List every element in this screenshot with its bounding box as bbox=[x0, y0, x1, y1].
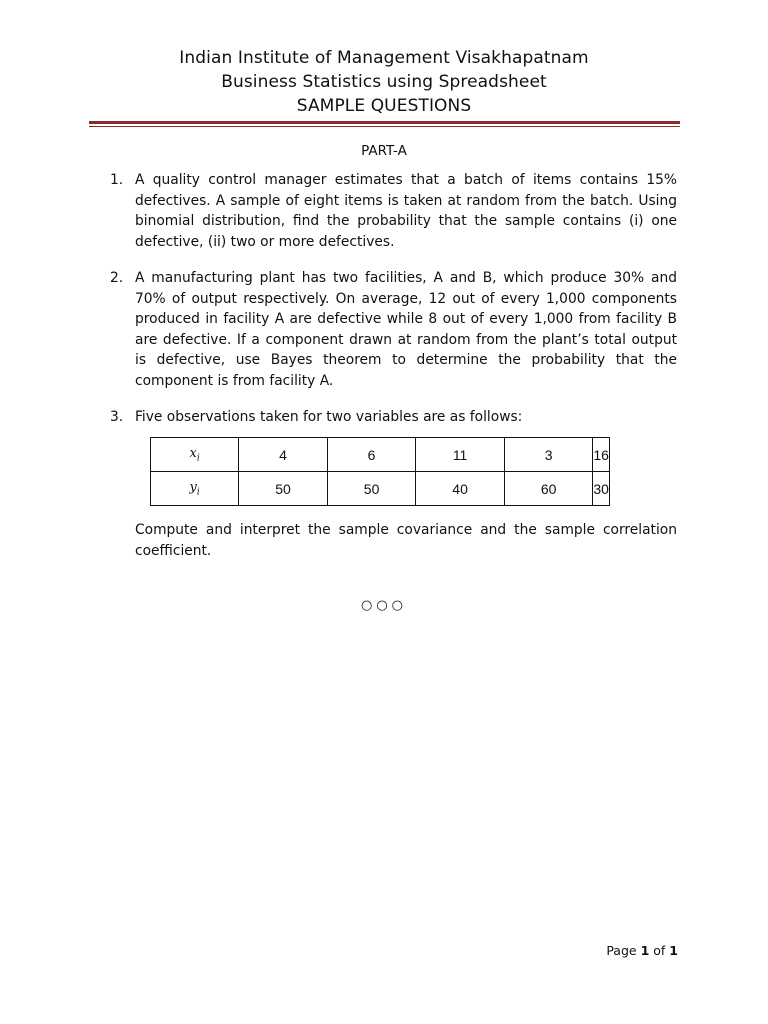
table-cell: 30 bbox=[593, 472, 610, 506]
y-variable-label: $y_i$ bbox=[151, 472, 239, 506]
question-text: A quality control manager estimates that a batch of items contains 15% defectives. A sample of eight items is taken at random from the batch. Using binomial distribution, find the probability that the sample contains (i) one defective, (ii) two or more defectives. bbox=[135, 172, 677, 250]
table-cell: 11 bbox=[416, 438, 505, 472]
document-header bbox=[0, 46, 768, 118]
of-word: of bbox=[653, 943, 666, 958]
document-title: SAMPLE QUESTIONS bbox=[296, 96, 472, 116]
question-number: 2. bbox=[110, 270, 124, 286]
x-variable-label: $x_i$ bbox=[151, 438, 239, 472]
table-row-x bbox=[151, 438, 610, 472]
table-cell: 6 bbox=[327, 438, 416, 472]
table-cell: 16 bbox=[593, 438, 610, 472]
question-number: 3. bbox=[110, 409, 124, 425]
page-footer bbox=[606, 943, 678, 958]
table-cell: 40 bbox=[416, 472, 505, 506]
table-cell: 4 bbox=[239, 438, 328, 472]
table-cell: 3 bbox=[504, 438, 593, 472]
table-cell: 60 bbox=[504, 472, 593, 506]
table-cell: 50 bbox=[327, 472, 416, 506]
institute-name: Indian Institute of Management Visakhapatnam bbox=[179, 48, 589, 68]
header-rule-thin bbox=[89, 126, 680, 127]
header-rule-thick bbox=[89, 121, 680, 124]
end-of-questions-mark: ○○○ bbox=[360, 598, 408, 613]
table-cell: 50 bbox=[239, 472, 328, 506]
observations-table bbox=[150, 437, 610, 506]
question-text: A manufacturing plant has two facilities, A and B, which produce 30% and 70% of output respectively. On average, 12 out of every 1,000 components produced in facility A are defective while 8 out of every 1,000 from facility B are defective. If a component drawn at random from the plant’s total output is defective, use Bayes theorem to determine the probability that the component is from facility A. bbox=[135, 270, 677, 389]
question-1 bbox=[110, 170, 677, 252]
question-3-followup: Compute and interpret the sample covariance and the sample correlation coefficient. bbox=[135, 522, 677, 559]
page-word: Page bbox=[606, 943, 637, 958]
page-current: 1 bbox=[640, 943, 650, 958]
course-name: Business Statistics using Spreadsheet bbox=[221, 72, 547, 92]
question-number: 1. bbox=[110, 172, 124, 188]
part-label: PART-A bbox=[361, 143, 407, 159]
question-2 bbox=[110, 268, 677, 392]
question-3 bbox=[110, 407, 677, 428]
question-text: Five observations taken for two variables are as follows: bbox=[135, 409, 523, 425]
table-row-y bbox=[151, 472, 610, 506]
page-total: 1 bbox=[669, 943, 678, 958]
